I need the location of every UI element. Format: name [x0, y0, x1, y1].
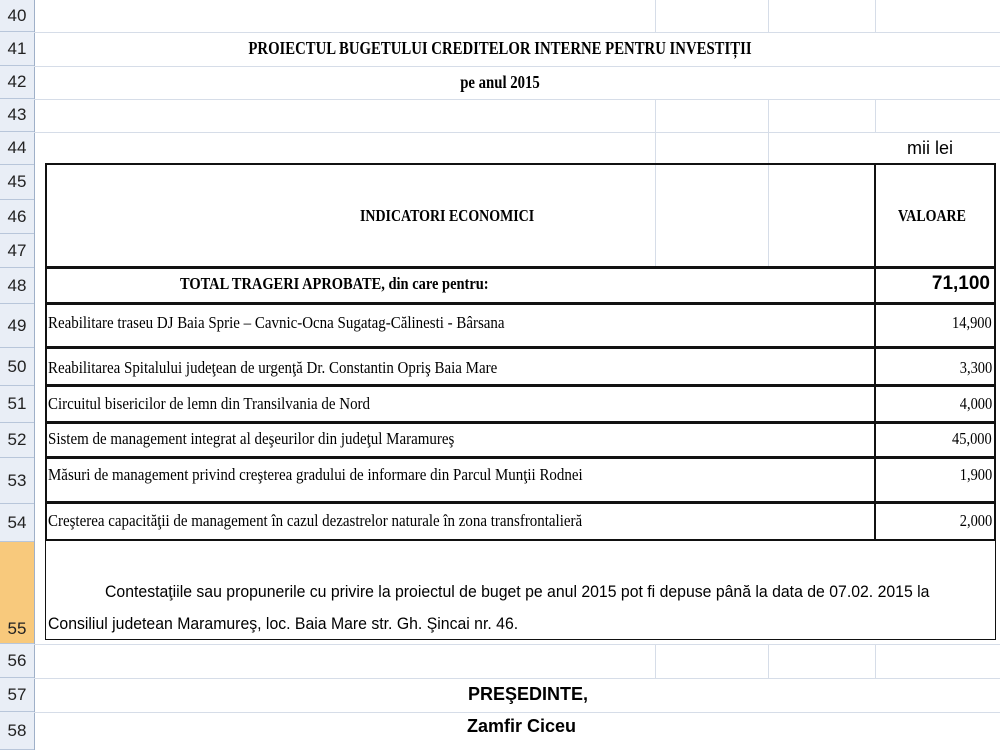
- signature-title: PREŞEDINTE,: [468, 684, 589, 704]
- item-label: Circuitul bisericilor de lemn din Transilvania de Nord: [48, 394, 371, 413]
- row-number[interactable]: 51: [0, 386, 34, 423]
- item-value: 14,900: [952, 313, 992, 332]
- document-title: PROIECTUL BUGETULUI CREDITELOR INTERNE PENTRU INVESTIȚII: [248, 38, 752, 58]
- total-value: 71,100: [931, 273, 990, 294]
- row-number[interactable]: 43: [0, 99, 34, 132]
- row-separator: [46, 346, 995, 349]
- row-separator: [46, 421, 995, 424]
- header-value: VALOARE: [898, 206, 966, 225]
- row-number[interactable]: 45: [0, 165, 34, 200]
- row-separator: [46, 384, 995, 387]
- item-value: 4,000: [959, 394, 992, 413]
- header-separator: [46, 266, 995, 269]
- row-number[interactable]: 40: [0, 0, 34, 32]
- row-number[interactable]: 54: [0, 504, 34, 542]
- row-separator: [46, 456, 995, 459]
- signature-name: Zamfir Ciceu: [467, 716, 577, 736]
- document-subtitle: pe anul 2015: [460, 72, 540, 92]
- item-value: 2,000: [959, 511, 992, 530]
- row-header-column: [0, 0, 35, 750]
- unit-label: mii lei: [907, 138, 954, 158]
- row-number-selected[interactable]: 55: [0, 542, 34, 644]
- row-number[interactable]: 44: [0, 132, 34, 165]
- row-number[interactable]: 50: [0, 348, 34, 386]
- row-number[interactable]: 42: [0, 66, 34, 99]
- header-indicator: INDICATORI ECONOMICI: [360, 206, 535, 225]
- item-value: 45,000: [952, 429, 992, 448]
- row-number[interactable]: 41: [0, 32, 34, 66]
- item-label: Sistem de management integrat al deşeurilor din judeţul Maramureş: [48, 429, 455, 448]
- note-line-1: Contestaţiile sau propunerile cu privire la proiectul de buget pe anul 2015 pot fi depuse până la data de 07.02. 2015 la: [105, 582, 930, 601]
- item-label: Reabilitare traseu DJ Baia Sprie – Cavnic-Ocna Sugatag-Călinesti - Bârsana: [48, 313, 505, 332]
- row-separator: [46, 302, 995, 305]
- row-number[interactable]: 53: [0, 458, 34, 504]
- item-label: Măsuri de management privind creşterea gradului de informare din Parcul Munţii Rodnei: [48, 465, 583, 484]
- total-label: TOTAL TRAGERI APROBATE, din care pentru:: [180, 274, 489, 293]
- row-number[interactable]: 52: [0, 423, 34, 458]
- row-number[interactable]: 56: [0, 644, 34, 678]
- note-line-2: Consiliul judetean Maramureş, loc. Baia Mare str. Gh. Şincai nr. 46.: [48, 614, 519, 633]
- row-number[interactable]: 49: [0, 304, 34, 348]
- row-number[interactable]: 57: [0, 678, 34, 712]
- item-value: 1,900: [959, 465, 992, 484]
- item-label: Creşterea capacităţii de management în cazul dezastrelor naturale în zona transfrontalieră: [48, 511, 583, 530]
- item-label: Reabilitarea Spitalului judeţean de urgenţă Dr. Constantin Opriş Baia Mare: [48, 358, 498, 377]
- table-column-divider: [874, 164, 876, 540]
- row-number[interactable]: 47: [0, 234, 34, 268]
- row-number[interactable]: 46: [0, 200, 34, 234]
- row-number[interactable]: 48: [0, 268, 34, 304]
- row-number[interactable]: 58: [0, 712, 34, 750]
- item-value: 3,300: [959, 358, 992, 377]
- row-separator: [46, 501, 995, 504]
